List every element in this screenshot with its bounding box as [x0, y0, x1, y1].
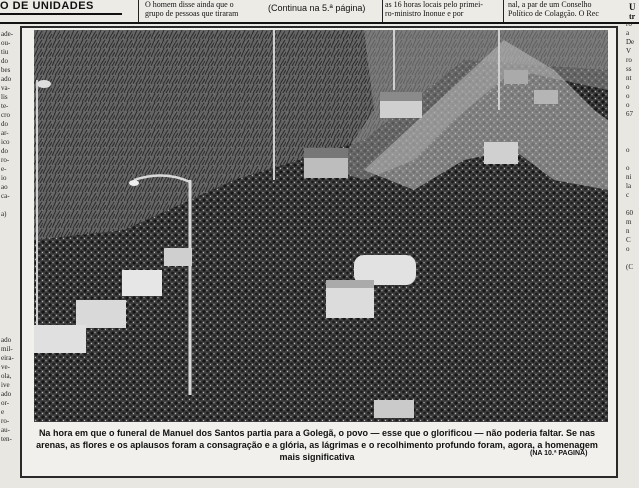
column-text: nal, a par de um Conselho: [508, 0, 592, 9]
left-column-line: au-: [1, 426, 10, 434]
left-column-line: ade-: [1, 30, 14, 38]
left-column-line: lis: [1, 93, 8, 101]
left-column-line: mil-: [1, 345, 13, 353]
left-column-line: do: [1, 120, 8, 128]
right-column-line: ni: [626, 173, 632, 181]
left-column-line: cro: [1, 111, 10, 119]
left-column-line: e-: [1, 165, 7, 173]
left-column-line: ado: [1, 390, 12, 398]
left-column-text: [1, 30, 17, 444]
right-column-line: o: [626, 146, 630, 154]
right-column-line: m: [626, 218, 632, 226]
right-column-line: [626, 128, 639, 137]
left-column-line: io: [1, 174, 7, 182]
right-column-line: V: [626, 47, 632, 55]
left-column-line: ado: [1, 336, 12, 344]
right-column-line: 60: [626, 209, 633, 217]
left-column-line: e: [1, 408, 5, 416]
left-column-line: [1, 246, 17, 255]
photo-illustration: [34, 30, 608, 422]
left-column-line: ca-: [1, 192, 10, 200]
left-column-line: [1, 237, 17, 246]
right-column-line: 67: [626, 110, 633, 118]
left-column-line: tiu: [1, 48, 9, 56]
left-column-line: eira-: [1, 354, 14, 362]
left-column-line: te-: [1, 102, 9, 110]
column-text: U: [629, 2, 636, 12]
left-column-line: ro-: [1, 417, 10, 425]
right-column-line: nt: [626, 74, 632, 82]
column-text: as 16 horas locais pelo primei-: [385, 0, 483, 9]
left-column-line: [1, 255, 17, 264]
left-column-line: ive: [1, 381, 10, 389]
funeral-crowd-photo: [34, 30, 608, 422]
right-column-line: ro: [626, 56, 632, 64]
left-column-line: bes: [1, 66, 11, 74]
left-column-line: [1, 282, 17, 291]
left-column-line: [1, 219, 17, 228]
column-text: ro-ministro Inonue e por: [385, 9, 464, 18]
page-reference: (NA 10.ª PAGINA): [530, 450, 588, 457]
left-column-line: [1, 228, 17, 237]
left-column-line: ico: [1, 138, 10, 146]
right-column-line: C: [626, 236, 631, 244]
left-column-line: [1, 273, 17, 282]
section-rule: [0, 13, 122, 15]
right-column-line: ro: [626, 20, 632, 28]
left-column-line: ro-: [1, 156, 10, 164]
left-column-line: [1, 300, 17, 309]
right-column-line: [626, 119, 639, 128]
right-column-text: [626, 20, 639, 272]
column-divider: [503, 0, 504, 22]
left-column-line: do: [1, 147, 8, 155]
left-column-line: a): [1, 210, 7, 218]
left-column-line: or-: [1, 399, 10, 407]
right-column-line: c: [626, 191, 630, 199]
right-column-line: o: [626, 83, 630, 91]
column-text: O homem disse ainda que o: [145, 0, 234, 9]
right-column-line: o: [626, 164, 630, 172]
top-strip: [0, 0, 639, 24]
left-column-line: ve-: [1, 363, 10, 371]
photo-caption: Na hora em que o funeral de Manuel dos Santos partia para a Golegã, o povo — esse que o glorificou — não poderia faltar. Se nas arenas, as flores e os aplausos foram a consagração e a glória, as lágrimas e o recolhimento profundo foram, agora, a homenagem mais significativa: [36, 428, 598, 462]
right-column-line: o: [626, 92, 630, 100]
left-column-line: do: [1, 57, 8, 65]
left-column-line: ado: [1, 75, 12, 83]
right-column-line: a: [626, 29, 630, 37]
left-column-line: [1, 201, 17, 210]
left-column-line: ola,: [1, 372, 12, 380]
continued-note: (Continua na 5.ª página): [268, 3, 366, 13]
right-column-line: la: [626, 182, 632, 190]
column-text: Político de Colagção. O Rec: [508, 9, 599, 18]
left-column-line: [1, 264, 17, 273]
left-column-line: ao: [1, 183, 8, 191]
right-column-line: o: [626, 245, 630, 253]
left-column-line: [1, 327, 17, 336]
right-column-line: ss: [626, 65, 632, 73]
right-column-line: [626, 137, 639, 146]
right-column-line: De: [626, 38, 635, 46]
left-column-line: ten-: [1, 435, 12, 443]
column-text: grupo de pessoas que tiraram: [145, 9, 239, 18]
section-title: O DE UNIDADES: [0, 0, 94, 12]
right-column-line: n: [626, 227, 630, 235]
right-column-line: [626, 155, 639, 164]
right-column-line: [626, 200, 639, 209]
left-column-line: [1, 309, 17, 318]
column-divider: [138, 0, 139, 22]
left-column-line: [1, 291, 17, 300]
left-column-line: ar-: [1, 129, 9, 137]
left-column-line: [1, 318, 17, 327]
right-column-line: o: [626, 101, 630, 109]
left-column-line: va-: [1, 84, 10, 92]
right-column-line: (C: [626, 263, 633, 271]
left-column-line: ou-: [1, 39, 11, 47]
column-divider: [382, 0, 383, 22]
column-text: tr: [629, 12, 636, 21]
right-column-line: [626, 254, 639, 263]
